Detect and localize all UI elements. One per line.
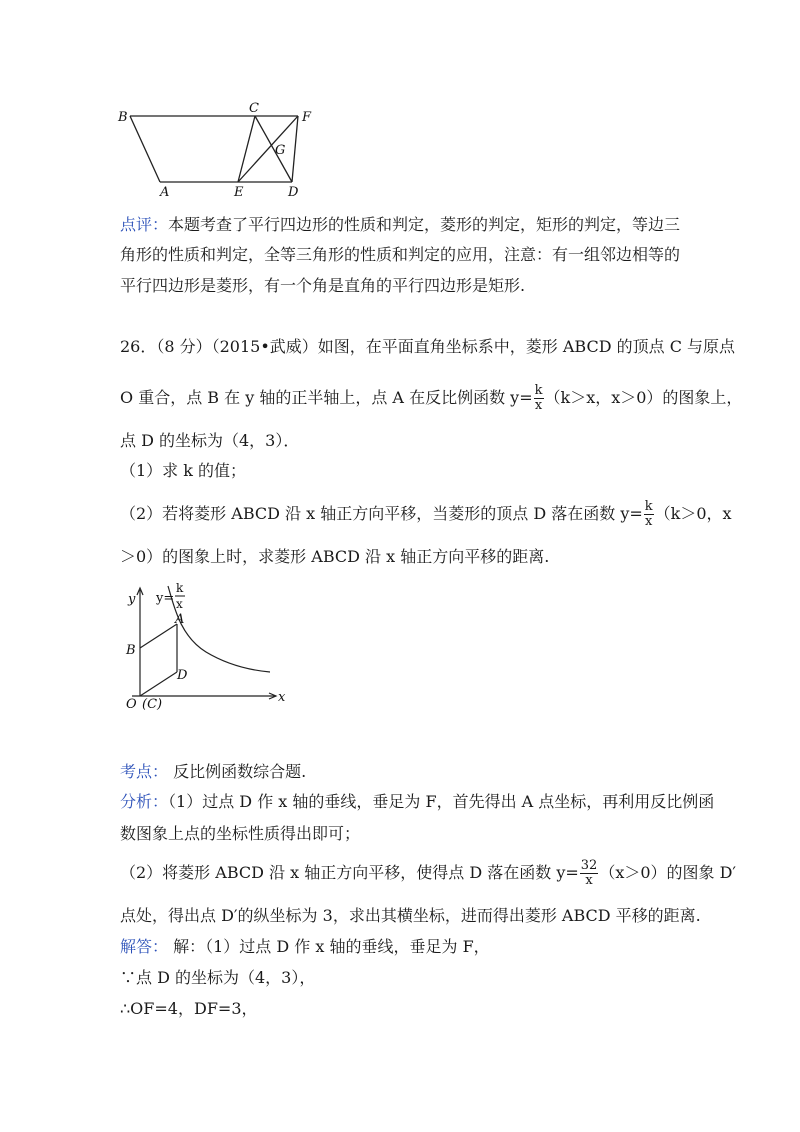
label-g: G <box>275 143 286 158</box>
fraction-numerator: k <box>534 382 543 398</box>
jieda-line-3: ∴OF=4，DF=3， <box>120 999 258 1018</box>
problem-line-2-b: （k＞x，x＞0）的图象上， <box>544 388 743 407</box>
question-2-line-1 <box>120 498 732 530</box>
jieda-text-1: 解：（1）过点 D 作 x 轴的垂线，垂足为 F， <box>173 937 490 956</box>
jieda-label: 解答： <box>120 937 169 956</box>
label-d: D <box>288 185 299 200</box>
fenxi-line-4: 点处，得出点 D′的纵坐标为 3，求出其横坐标，进而得出菱形 ABCD 平移的距离. <box>120 906 701 925</box>
y-axis-label: y <box>128 592 136 607</box>
label-d: D <box>177 668 188 683</box>
label-b: B <box>118 110 128 125</box>
label-a: A <box>160 185 170 200</box>
function-label-prefix: y= <box>156 591 175 606</box>
fraction-denominator: x <box>534 397 543 413</box>
fenxi-line-3 <box>120 856 736 890</box>
label-b: B <box>126 643 136 658</box>
label-c: C <box>249 101 259 116</box>
fraction-numerator-2: k <box>644 498 653 514</box>
fraction-numerator-3: 32 <box>580 857 598 873</box>
kaodian-line <box>120 762 306 782</box>
kaodian-text: 反比例函数综合题. <box>173 762 307 781</box>
fenxi-text-3b: （x＞0）的图象 D′ <box>599 863 737 882</box>
geometry-figure-1 <box>110 100 330 200</box>
hyperbola-curve <box>168 586 270 672</box>
function-label-numerator: k <box>176 581 184 595</box>
x-axis-label: x <box>278 690 286 705</box>
fenxi-label: 分析： <box>120 792 169 811</box>
label-e: E <box>234 185 244 200</box>
segment-fd <box>292 116 298 182</box>
fraction-k-over-x <box>534 384 544 413</box>
jieda-line-2: ∵点 D 的坐标为（4，3）， <box>120 968 316 987</box>
fenxi-text-3a: （2）将菱形 ABCD 沿 x 轴正方向平移，使得点 D 落在函数 y= <box>120 863 579 882</box>
question-1: （1）求 k 的值； <box>120 461 247 480</box>
segment-ba <box>130 116 160 182</box>
review-line-1 <box>120 215 680 235</box>
review-text-1: 本题考查了平行四边形的性质和判定，菱形的判定，矩形的判定，等边三 <box>168 215 681 234</box>
label-a: A <box>175 612 185 627</box>
review-line-2: 角形的性质和判定，全等三角形的性质和判定的应用，注意：有一组邻边相等的 <box>120 245 681 264</box>
problem-line-1: 26．（8 分）（2015•武威）如图，在平面直角坐标系中，菱形 ABCD 的顶点 C 与原点 <box>120 337 736 356</box>
kaodian-label: 考点： <box>120 762 169 781</box>
review-line-3: 平行四边形是菱形，有一个角是直角的平行四边形是矩形. <box>120 276 526 295</box>
problem-line-2 <box>120 382 742 414</box>
segment-ba <box>140 624 177 648</box>
problem-line-2-a: O 重合，点 B 在 y 轴的正半轴上，点 A 在反比例函数 y= <box>120 388 533 407</box>
fenxi-line-2: 数图象上点的坐标性质得出即可； <box>120 824 361 843</box>
fraction-denominator-2: x <box>645 513 653 529</box>
segment-dc <box>140 672 177 696</box>
problem-line-3: 点 D 的坐标为（4，3）． <box>120 431 300 450</box>
label-o: O <box>126 697 137 712</box>
fenxi-text-1: （1）过点 D 作 x 轴的垂线，垂足为 F，首先得出 A 点坐标，再利用反比例函 <box>168 792 715 811</box>
function-label-denominator: x <box>176 597 183 611</box>
fraction-k-over-x-2 <box>644 500 654 529</box>
fenxi-line-1 <box>120 792 714 812</box>
jieda-line-1 <box>120 937 490 957</box>
question-2-line-2: ＞0）的图象上时，求菱形 ABCD 沿 x 轴正方向平移的距离. <box>120 547 550 566</box>
segment-cd <box>255 116 292 182</box>
label-c: (C) <box>142 697 163 712</box>
coordinate-figure-2 <box>118 578 290 716</box>
fraction-32-over-x <box>580 859 599 888</box>
question-2-b: （k＞0，x <box>654 504 732 523</box>
question-2-a: （2）若将菱形 ABCD 沿 x 轴正方向平移，当菱形的顶点 D 落在函数 y= <box>120 504 643 523</box>
label-f: F <box>302 110 312 125</box>
review-label: 点评： <box>120 215 169 234</box>
fraction-denominator-3: x <box>585 872 593 888</box>
